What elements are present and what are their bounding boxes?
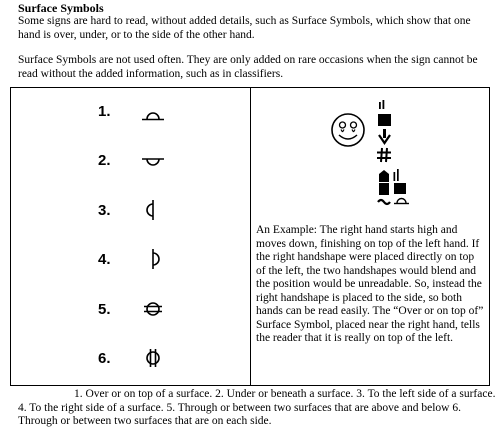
between-above-below-icon: [138, 298, 168, 320]
figure-caption: 1. Over or on top of a surface. 2. Under or beneath a surface. 3. To the left side of a surface. 4. To the right side of a surface. 5. Through or between two surfaces that are above and below 6. Through or between two surfaces that are on each side.: [18, 388, 496, 427]
right-hand-start-icon: [378, 100, 391, 126]
over-surface-icon: [138, 104, 168, 126]
usage-paragraph: Surface Symbols are not used often. They are only added on rare occasions when the sign cannot be read without the added information, such as in classifiers.: [18, 54, 478, 80]
intro-paragraph: Some signs are hard to read, without added details, such as Surface Symbols, which show that one hand is over, under, or to the side of the other hand.: [18, 15, 471, 41]
symbol-number-5: 5.: [98, 301, 111, 318]
contact-symbol-icon: [377, 148, 391, 162]
symbol-number-3: 3.: [98, 202, 111, 219]
under-surface-icon: [138, 152, 168, 174]
table-divider: [250, 87, 251, 386]
between-each-side-icon: [138, 347, 168, 369]
symbol-number-2: 2.: [98, 152, 111, 169]
right-side-surface-icon: [138, 248, 168, 270]
symbol-number-4: 4.: [98, 251, 111, 268]
left-side-surface-icon: [138, 199, 168, 221]
page-title: Surface Symbols: [18, 1, 104, 15]
symbol-number-6: 6.: [98, 350, 111, 367]
signwriting-example-figure: [326, 94, 416, 214]
face-icon: [332, 114, 364, 146]
hands-end-position-icon: [378, 169, 409, 204]
example-description: An Example: The right hand starts high and moves down, finishing on top of the left hand. If the right handshape were placed directly on top of the left, the two handshapes would blend and the position would be unreadable. So, instead the right handshape is placed to the side, so both hands can be read easily. The “Over or on top of” Surface Symbol, placed near the right hand, tells the reader that it is really on top of the left.: [256, 224, 484, 344]
down-arrow-icon: [379, 129, 390, 143]
symbol-number-1: 1.: [98, 103, 111, 120]
